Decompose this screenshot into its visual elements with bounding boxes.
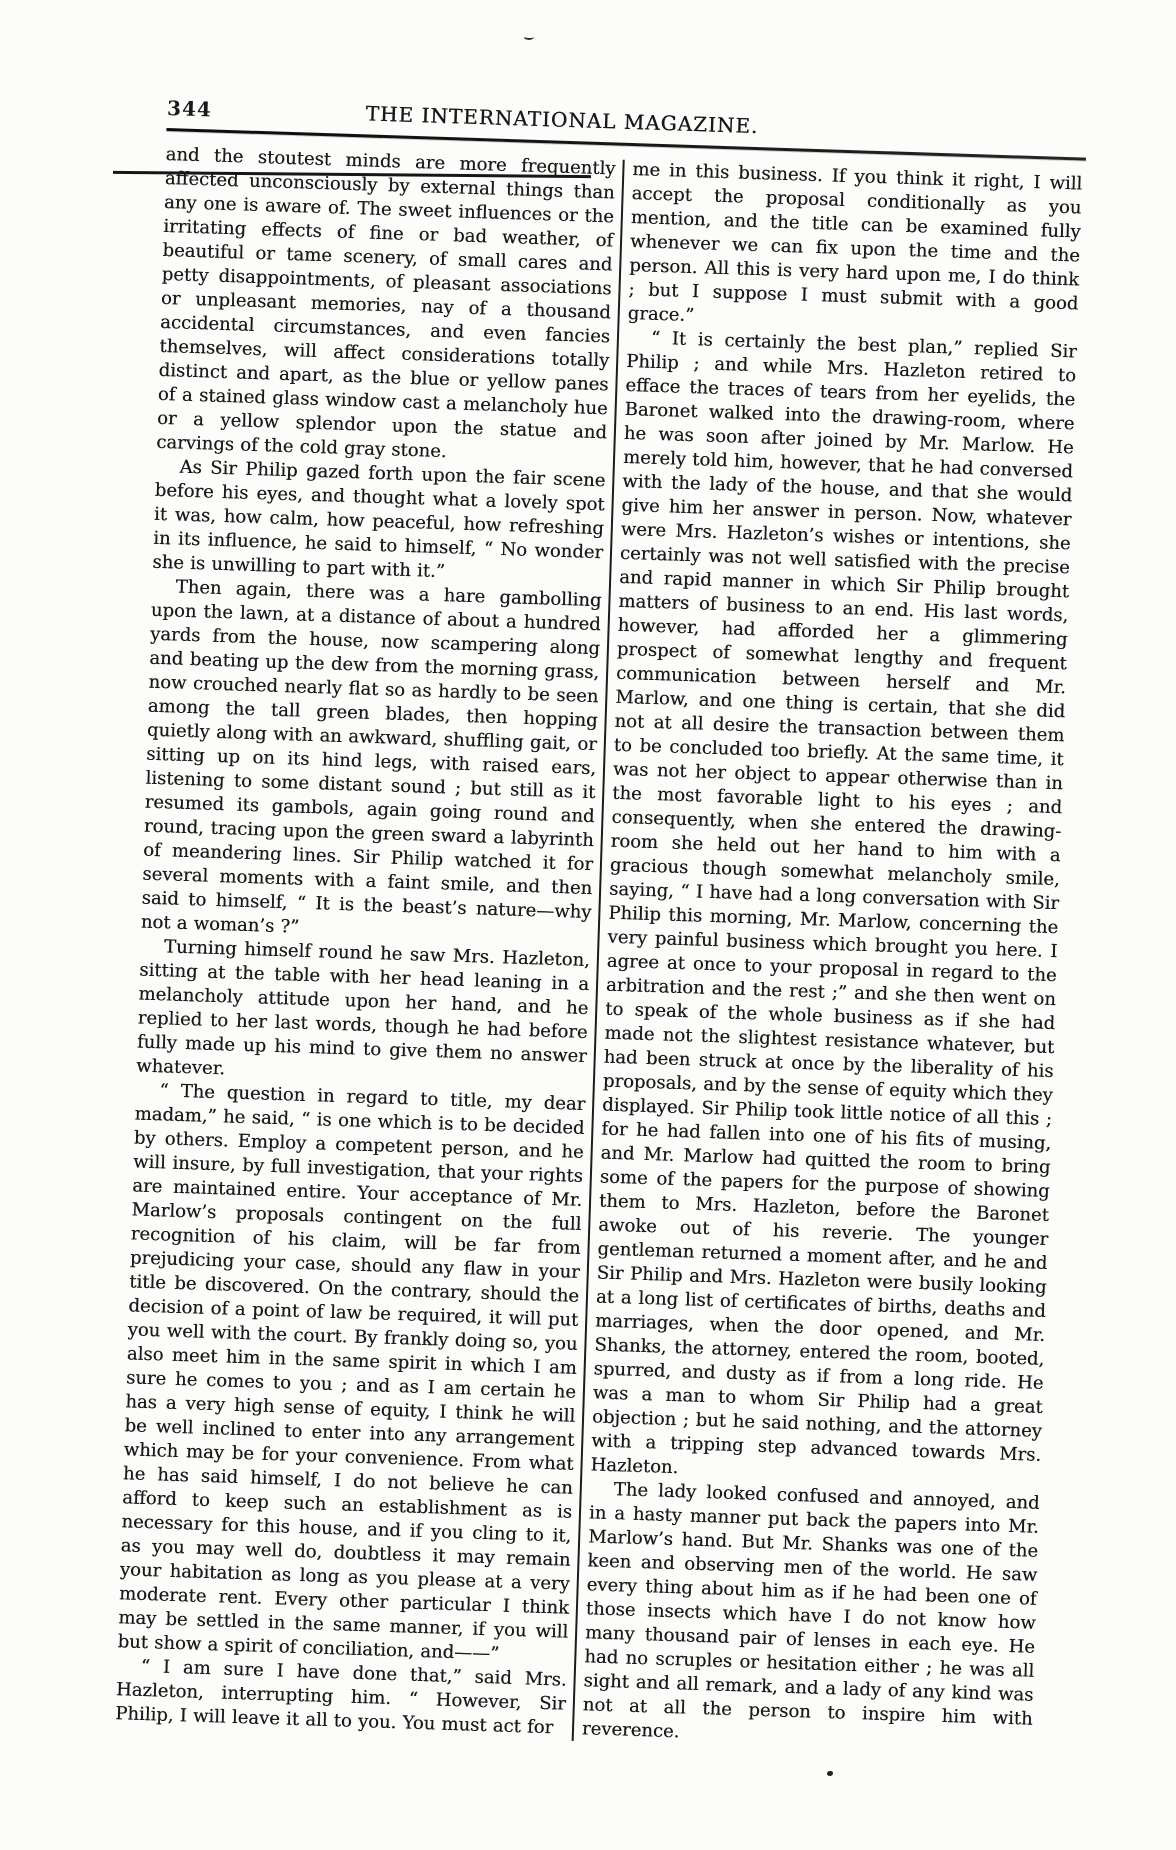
scan-dot-icon bbox=[827, 1771, 833, 1776]
page-number: 344 bbox=[166, 95, 213, 122]
page-header bbox=[167, 82, 1088, 158]
page-title: THE INTERNATIONAL MAGAZINE. bbox=[365, 101, 759, 139]
text-columns bbox=[115, 143, 1086, 1756]
scan-speck-icon bbox=[524, 33, 535, 40]
left-column bbox=[115, 143, 616, 1741]
paragraph: As Sir Philip gazed forth upon the fair scene before his eyes, and thought what a lovely spot it was, how calm, how peaceful, how refreshing in its influence, he said to himself, “ No wonder she is unwilling to part with it.” bbox=[152, 456, 606, 583]
paragraph-continuation: me in this business. If you think it right, I will accept the proposal conditionally as you mention, and the title can be examined fully whenever we can fix upon the time and the person. All this is very hard upon me, I do think ; but I suppose I must submit with a good grace.” bbox=[627, 159, 1083, 327]
paragraph: “ The question in regard to title, my dear madam,” he said, “ is one which is to be decided by others. Employ a competent person, and he will insure, by full investigation, that your rights are maintained entire. Your acceptance of Mr. Marlow’s proposals contingent on the full recognition of his claim, will be far from prejudicing your case, should any flaw in your title be discovered. On the contrary, should the decision of a point of law be required, it will put you well with the court. By frankly doing so, you also meet him in the same spirit in which I am sure he comes to you ; and as I am certain he has a very high sense of equity, I think he will be well inclined to enter into any arrangement which may be for your convenience. From what he has said himself, I do not believe he can afford to keep such an establishment as is necessary for this house, and if you cling to it, as you may well do, doubtless it may remain your habitation as long as you please at a very moderate rent. Every other particular I think may be settled in the same manner, if you will but show a spirit of conciliation, and——” bbox=[117, 1080, 586, 1665]
right-column bbox=[582, 158, 1083, 1756]
page-content bbox=[115, 82, 1088, 1756]
paragraph-continuation: and the stoutest minds are more frequently affected unconsciously by external things than any one is aware of. The sweet influences or the irritating effects of fine or bad weather, of beautiful or tame scenery, of small cares and petty disappointments, of pleasant associations or unpleasant memories, nay of a thousand accidental circumstances, and even fancies themselves, will affect considerations totally distinct and apart, as the blue or yellow panes of a stained glass window cast a melancholy hue or a yellow splendor upon the statue and carvings of the cold gray stone. bbox=[156, 143, 616, 463]
paragraph: The lady looked confused and annoyed, and in a hasty manner put back the papers into Mr. Marlow’s hand. But Mr. Shanks was one of the keen and observing men of the world. He saw every thing about him as if he had been one of those insects which have I do not know how many thousand pair of lenses in each eye. He had no scruples or hesitation either ; he was all sight and all remark, and a lady of any kind was not at all the person to inspire him with reverence. bbox=[581, 1479, 1040, 1743]
paragraph: Turning himself round he saw Mrs. Hazleton, sitting at the table with her head leaning in a melancholy attitude upon her hand, and he replied to her last words, though he had before fully made up his mind to give them no answer whatever. bbox=[135, 936, 591, 1080]
paragraph: Then again, there was a hare gambolling upon the lawn, at a distance of about a hundred yards from the house, now scampering along and beating up the dew from the morning grass, now crouched nearly flat so as hardly to be seen among the tall green blades, then hopping quietly along with an awkward, shuffling gait, or sitting up on its hind legs, with raised ears, listening to some distant sound ; but still as it resumed its gambols, again going round and round, tracing upon the green sward a labyrinth of meandering lines. Sir Philip watched it for several moments with a faint smile, and then said to himself, “ It is the beast’s nature—why not a woman’s ?” bbox=[140, 576, 602, 938]
paragraph: “ I am sure I have done that,” said Mrs. Hazleton, interrupting him. “ However, Sir Philip, I will leave it all to you. You must act for bbox=[114, 1655, 567, 1739]
paragraph: “ It is certainly the best plan,” replied Sir Philip ; and while Mrs. Hazleton retired to efface the traces of tears from her eyelids, the Baronet walked into the drawing-room, where he was soon after joined by Mr. Marlow. He merely told him, however, that he had conversed with the lady of the house, and that she would give him her answer in person. Now, whatever were Mrs. Hazleton’s wishes or intentions, she certainly was not well satisfied with the precise and rapid manner in which Sir Philip brought matters of business to an end. His last words, however, had afforded her a glimmering prospect of somewhat lengthy and frequent communication between herself and Mr. Marlow, and one thing is certain, that she did not at all desire the transaction between them to be concluded too briefly. At the same time, it was not her object to appear otherwise than in the most favorable light to his eyes ; and consequently, when she entered the drawing-room she held out her hand to him with a gracious though somewhat melancholy smile, saying, “ I have had a long conversation with Sir Philip this morning, Mr. Marlow, concerning the very painful business which brought you here. I agree at once to your proposal in regard to the arbitration and the rest ;” and she then went on to speak of the whole business as if she had made not the slightest resistance whatever, but had been struck at once by the liberality of his proposals, and by the sense of equity which they displayed. Sir Philip took little notice of all this ; for he had fallen into one of his fits of musing, and Mr. Marlow had quitted the room to bring some of the papers for the purpose of showing them to Mrs. Hazleton, before the Baronet awoke out of his reverie. The younger gentleman returned a moment after, and he and Sir Philip and Mrs. Hazleton were busily looking at a long list of certificates of births, deaths and marriages, when the door opened, and Mr. Shanks, the attorney, entered the room, booted, spurred, and dusty as if from a long ride. He was a man to whom Sir Philip had a great objection ; but he said nothing, and the attorney with a tripping step advanced towards Mrs. Hazleton. bbox=[590, 327, 1078, 1479]
